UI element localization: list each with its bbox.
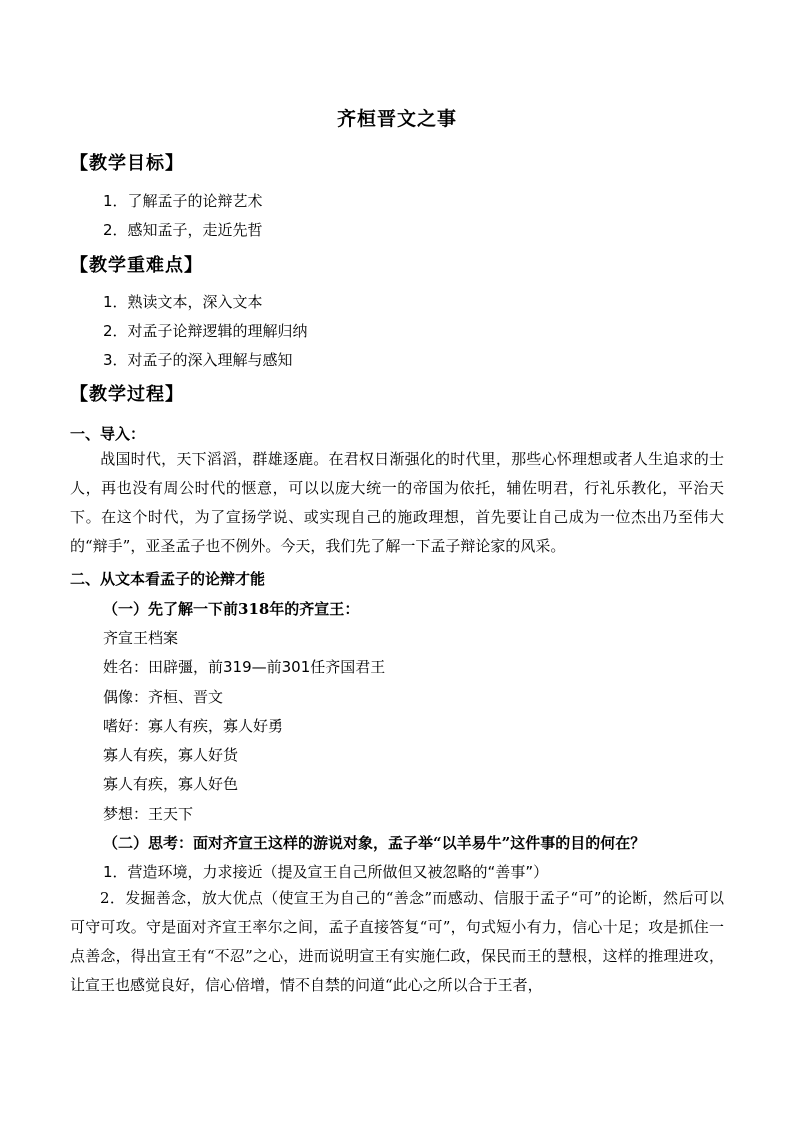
profile-line-6: 寡人有疾，寡人好色 [103,775,239,793]
point-1: 1．营造环境，力求接近（提及宣王自己所做但又被忽略的“善事”） [103,863,549,881]
section2-title: 二、从文本看孟子的论辩才能 [70,570,266,588]
point-2-paragraph [70,884,724,1000]
profile-line-7: 梦想：王天下 [103,805,194,823]
key-point-item-1: 1．熟读文本，深入文本 [103,293,263,311]
section1-title: 一、导入： [70,425,146,443]
profile-line-3: 偶像：齐桓、晋文 [103,688,224,706]
intro-paragraph [70,445,724,561]
key-point-item-3: 3．对孟子的深入理解与感知 [103,351,293,369]
part1-title: （一）先了解一下前318年的齐宣王： [103,600,360,618]
profile-line-5: 寡人有疾，寡人好货 [103,746,239,764]
objectives-heading: 【教学目标】 [70,153,184,174]
objective-item-2: 2．感知孟子，走近先哲 [103,221,263,239]
intro-paragraph-text: 战国时代，天下滔滔，群雄逐鹿。在君权日渐强化的时代里，那些心怀理想或者人生追求的士人，再也没有周公时代的惬意，可以以庞大统一的帝国为依托，辅佐明君，行礼乐教化，平治天下。在这个时代，为了宣扬学说、或实现自己的施政理想，首先要让自己成为一位杰出乃至伟大的“辩手”，亚圣孟子也不例外。今天，我们先了解一下孟子辩论家的风采。 [70,450,724,555]
profile-line-4: 嗜好：寡人有疾，寡人好勇 [103,717,284,735]
document-title: 齐桓晋文之事 [336,108,457,130]
profile-line-1: 齐宣王档案 [103,629,179,647]
objective-item-1: 1．了解孟子的论辩艺术 [103,192,263,210]
key-points-heading: 【教学重难点】 [70,255,203,276]
key-point-item-2: 2．对孟子论辩逻辑的理解归纳 [103,322,308,340]
point-2-text: 2．发掘善念，放大优点（使宣王为自己的“善念”而感动、信服于孟子“可”的论断，然后可以可守可攻。守是面对齐宣王率尔之间，孟子直接答复“可”，句式短小有力，信心十足；攻是抓住一点善念，得出宣王有“不忍”之心，进而说明宣王有实施仁政，保民而王的慧根，这样的推理进攻，让宣王也感觉良好，信心倍增，情不自禁的问道“此心之所以合于王者， [70,889,724,994]
profile-line-2: 姓名：田辟彊，前319—前301任齐国君王 [103,658,386,676]
process-heading: 【教学过程】 [70,384,184,405]
part2-title: （二）思考：面对齐宣王这样的游说对象，孟子举“以羊易牛”这件事的目的何在？ [103,834,646,852]
